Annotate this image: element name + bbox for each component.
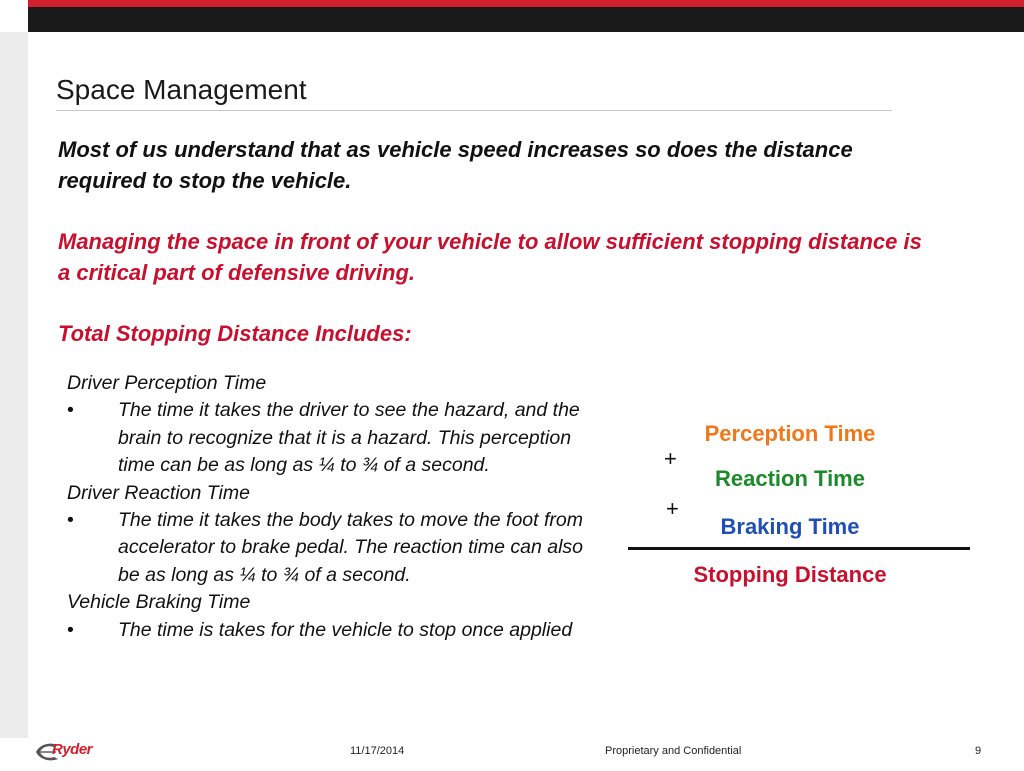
bullet-icon: • <box>67 618 74 641</box>
bullet-icon: • <box>67 399 74 422</box>
top-banner-red-stripe <box>28 0 1024 7</box>
defensive-driving-paragraph: Managing the space in front of your vehicle to allow sufficient stopping distance is a critical part of defensive driving. <box>58 229 922 285</box>
bullet-icon: • <box>67 509 74 532</box>
intro-paragraph: Most of us understand that as vehicle speed increases so does the distance required to stop the vehicle. <box>58 137 853 193</box>
slide-title: Space Management <box>56 74 307 105</box>
list-item-text: The time it takes the driver to see the hazard, and the brain to recognize that it is a hazard. This perception time can be as long as ¼ to ¾ of a second. <box>118 399 580 477</box>
title-divider <box>56 110 892 111</box>
stopping-distance-heading: Total Stopping Distance Includes: <box>58 321 412 346</box>
equation-perception-time: Perception Time <box>704 421 876 446</box>
plus-sign-2: + <box>666 496 679 521</box>
list-item-text: The time is takes for the vehicle to stop once applied <box>118 618 573 641</box>
list-item-reaction <box>67 507 597 589</box>
equation-reaction-time: Reaction Time <box>715 466 865 491</box>
footer-page-number: 9 <box>975 745 982 757</box>
equation-braking-time: Braking Time <box>720 514 860 539</box>
list-item-perception <box>67 397 597 479</box>
list-item-braking <box>67 617 597 644</box>
left-margin-strip <box>0 32 28 738</box>
ryder-logo <box>32 736 114 766</box>
list-heading-reaction: Driver Reaction Time <box>67 481 250 504</box>
list-heading-braking: Vehicle Braking Time <box>67 591 251 614</box>
equation-sum-line <box>628 547 970 550</box>
footer-confidential: Proprietary and Confidential <box>605 745 742 757</box>
list-item-text: The time it takes the body takes to move the foot from accelerator to brake pedal. The reaction time can also be as long as ¼ to ¾ of a second. <box>118 509 584 586</box>
equation-stopping-distance: Stopping Distance <box>693 562 887 587</box>
logo-wordmark: Ryder <box>52 741 93 758</box>
footer-date: 11/17/2014 <box>350 745 405 757</box>
stopping-components-list <box>67 370 597 644</box>
plus-sign-1: + <box>664 446 677 471</box>
list-heading-perception: Driver Perception Time <box>67 372 267 394</box>
